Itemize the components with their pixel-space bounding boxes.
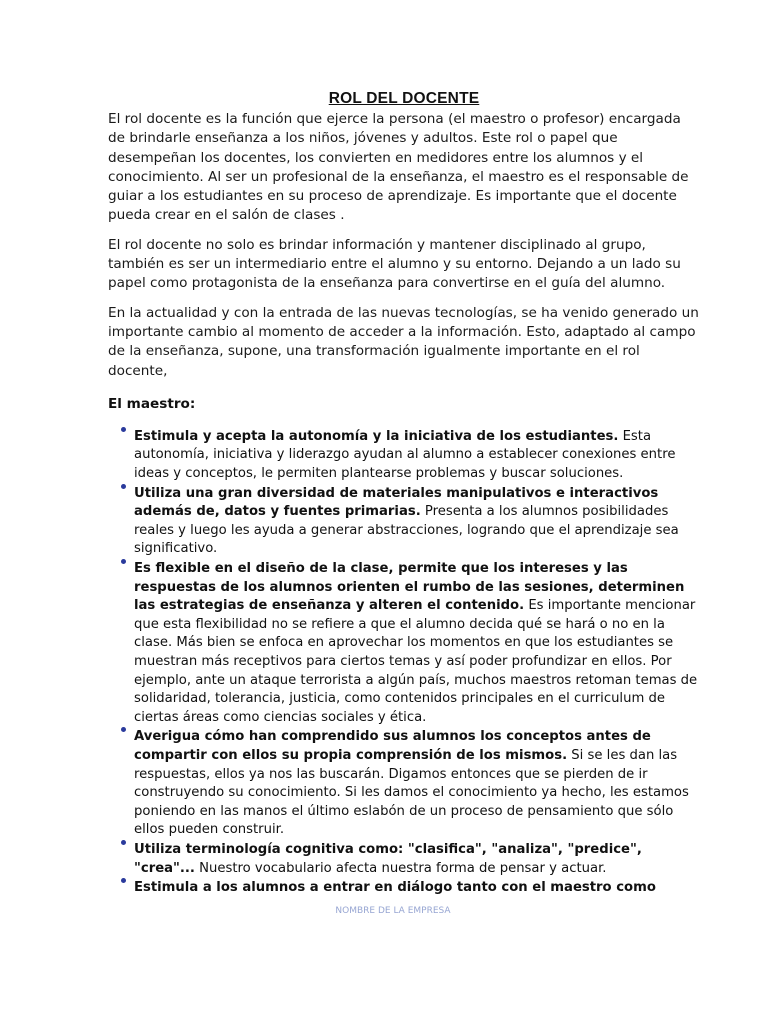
paragraph-1: El rol docente es la función que ejerce la persona (el maestro o profesor) encargada de brindarle enseñanza a los niños, jóvenes y adultos. Este rol o papel que desempeñan los docentes, los convierten en medidores entre los alumnos y el conocimiento. Al ser un profesional de la enseñanza, el maestro es el responsable de guiar a los estudiantes en su proceso de aprendizaje. Es importante que el docente pueda crear en el salón de clases . [108,111,689,224]
list-item-text: Presenta a los alumnos posibilidades reales y luego les ayuda a generar abstracciones, logrando que el aprendizaje sea significativo. [134,504,679,557]
list-item [134,879,700,898]
list-item-bold: Utiliza una gran diversidad de materiales manipulativos e interactivos además de, datos y fuentes primarias. [134,485,659,520]
list-item-bold: Estimula a los alumnos a entrar en diálogo tanto con el maestro como [134,880,656,896]
list-item-text: Nuestro vocabulario afecta nuestra forma de pensar y actuar. [194,860,607,876]
bullet-list [108,428,700,898]
list-item-bold: Estimula y acepta la autonomía y la iniciativa de los estudiantes. [134,428,619,444]
paragraph-2: El rol docente no solo es brindar información y mantener disciplinado al grupo, también es ser un intermediario entre el alumno y su entorno. Dejando a un lado su papel como protagonista de la enseñanza para convertirse en el guía del alumno. [108,236,681,292]
list-item-bold: Averigua cómo han comprendido sus alumnos los conceptos antes de compartir con ellos su propia comprensión de los mismos. [134,729,651,763]
bullet-icon [121,427,126,432]
list-item [134,841,700,878]
bullet-icon [121,840,126,845]
bullet-icon [121,727,126,732]
list-item [134,560,700,727]
bullet-icon [121,484,126,489]
document-page [108,90,700,899]
section-heading: El maestro: [108,395,196,412]
bullet-icon [121,878,126,883]
list-item-bold: Utiliza terminología cognitiva como: "clasifica", "analiza", "predice", "crea"... [134,841,642,876]
document-title: ROL DEL DOCENTE [328,90,480,107]
list-item [134,485,700,559]
bullet-icon [121,559,126,564]
list-item-text: Si se les dan las respuestas, ellos ya nos las buscarán. Digamos entonces que se pierden de ir construyendo su conocimiento. Si les damos el conocimiento ya hecho, les estamos poniendo en las manos el último eslabón de un proceso de pensamiento que sólo ellos pueden construir. [134,747,689,838]
list-item-text: Esta autonomía, iniciativa y liderazgo ayudan al alumno a establecer conexiones entre ideas y conceptos, le permiten plantearse problemas y buscar soluciones. [134,428,676,482]
paragraph-3: En la actualidad y con la entrada de las nuevas tecnologías, se ha venido generado un importante cambio al momento de acceder a la información. Esto, adaptado al campo de la enseñanza, supone, una transformación igualmente importante en el rol docente, [108,304,699,379]
list-item [134,428,700,484]
list-item-bold: Es flexible en el diseño de la clase, permite que los intereses y las respuestas de los alumnos orienten el rumbo de las sesiones, determinen las estrategias de enseñanza y alteren el contenido. [134,561,685,614]
list-item-text: Es importante mencionar que esta flexibilidad no se refiere a que el alumno decida qué se hará o no en la clase. Más bien se enfoca en aprovechar los momentos en que los estudiantes se muestran más receptivos para ciertos temas y así poder profundizar en ellos. Por ejemplo, ante un ataque terrorista a algún país, muchos maestros retoman temas de solidaridad, tolerancia, justicia, como contenidos principales en el curriculum de ciertas áreas como ciencias sociales y ética. [134,598,698,725]
list-item [134,728,700,840]
watermark: NOMBRE DE LA EMPRESA [335,906,451,916]
